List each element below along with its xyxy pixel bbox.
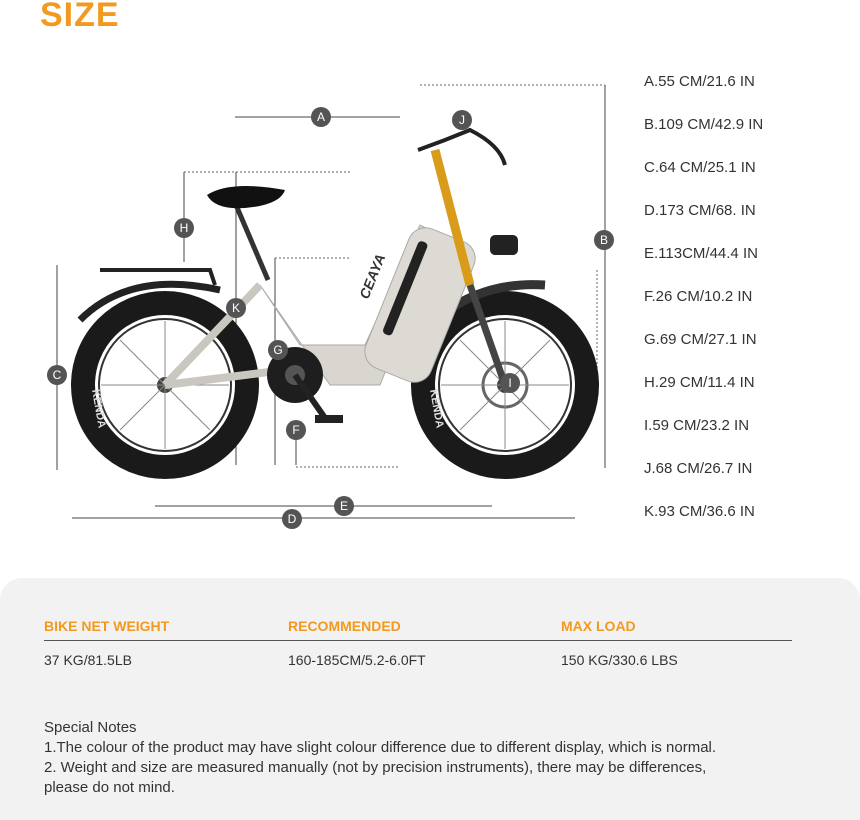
- spec-j: J.68 CM/26.7 IN: [644, 460, 753, 477]
- svg-text:B: B: [599, 233, 609, 247]
- pedal: [315, 415, 343, 423]
- header-max-load: MAX LOAD: [561, 618, 636, 634]
- label-i: [500, 373, 520, 393]
- spec-k: K.93 CM/36.6 IN: [644, 503, 755, 520]
- label-h: [174, 218, 194, 238]
- svg-text:C: C: [52, 368, 62, 382]
- spec-d: D.173 CM/68. IN: [644, 202, 756, 219]
- spec-a: A.55 CM/21.6 IN: [644, 73, 755, 90]
- bike-diagram: [0, 60, 640, 540]
- spec-c: C.64 CM/25.1 IN: [644, 159, 756, 176]
- label-j: [452, 110, 472, 130]
- svg-text:J: J: [459, 113, 465, 127]
- spec-h: H.29 CM/11.4 IN: [644, 374, 755, 391]
- label-e: [334, 496, 354, 516]
- svg-text:G: G: [273, 343, 283, 357]
- label-k: [226, 298, 246, 318]
- spec-f: F.26 CM/10.2 IN: [644, 288, 753, 305]
- label-f: [286, 420, 306, 440]
- svg-text:H: H: [179, 221, 189, 235]
- header-recommended: RECOMMENDED: [288, 618, 401, 634]
- spec-list: [644, 70, 854, 543]
- notes-line-1: 1.The colour of the product may have slight colour difference due to different display, which is normal.: [44, 739, 717, 756]
- value-recommended: 160-185CM/5.2-6.0FT: [288, 652, 426, 668]
- info-panel: [0, 578, 860, 820]
- svg-text:I: I: [508, 376, 512, 390]
- table-divider: [44, 640, 792, 641]
- label-d: [282, 509, 302, 529]
- label-c: [47, 365, 67, 385]
- svg-text:A: A: [316, 110, 326, 124]
- label-a: [311, 107, 331, 127]
- spec-e: E.113CM/44.4 IN: [644, 245, 758, 262]
- label-b: [594, 230, 614, 250]
- svg-text:D: D: [287, 512, 297, 526]
- notes-title: Special Notes: [44, 719, 137, 736]
- page-title: SIZE: [40, 0, 120, 34]
- saddle: [207, 186, 285, 208]
- notes-line-2: 2. Weight and size are measured manually (not by precision instruments), there may be differences,: [44, 759, 707, 776]
- spec-b: B.109 CM/42.9 IN: [644, 116, 764, 133]
- bike-illustration: [0, 60, 640, 540]
- headlight: [490, 235, 518, 255]
- value-max-load: 150 KG/330.6 LBS: [561, 652, 678, 668]
- spec-i: I.59 CM/23.2 IN: [644, 417, 750, 434]
- spec-g: G.69 CM/27.1 IN: [644, 331, 757, 348]
- front-tire-brand: KENDA: [427, 388, 446, 430]
- value-net-weight: 37 KG/81.5LB: [44, 652, 132, 668]
- notes-line-3: please do not mind.: [44, 779, 175, 796]
- frame-brand: CEAYA: [355, 251, 389, 302]
- bike-frame: [165, 205, 481, 388]
- svg-text:K: K: [231, 301, 241, 315]
- svg-text:E: E: [339, 499, 349, 513]
- header-net-weight: BIKE NET WEIGHT: [44, 618, 170, 634]
- svg-text:F: F: [292, 423, 300, 437]
- label-g: [268, 340, 288, 360]
- handlebar: [418, 130, 505, 165]
- rear-tire-brand: KENDA: [89, 388, 108, 430]
- special-notes: [44, 718, 834, 798]
